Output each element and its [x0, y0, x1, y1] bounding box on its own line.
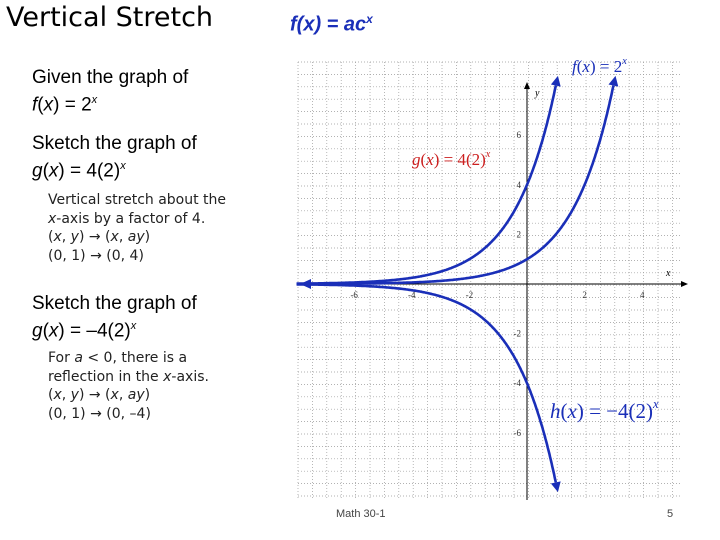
curve-end-arrow: [609, 76, 619, 87]
formula-heading: $f(x) = ac^x$: [290, 12, 373, 36]
given-line-2: $f(x) = 2^x$: [32, 94, 98, 116]
y-tick-label: 2: [516, 229, 521, 240]
x-axis-label: x: [666, 268, 671, 279]
note2-line-3: (x, y) → (x, ay): [48, 387, 151, 403]
y-axis-arrow: [524, 82, 530, 89]
x-tick-label: 2: [582, 290, 587, 300]
sketch2-line-1: Sketch the graph of: [32, 293, 197, 314]
curve-end-arrow: [551, 76, 561, 87]
given-line-1: Given the graph of: [32, 67, 189, 88]
label-g: $g(x) = 4(2)^x$: [412, 149, 491, 169]
slide-title: Vertical Stretch: [6, 2, 214, 33]
y-tick-label: -6: [513, 427, 521, 438]
x-tick-label: -6: [350, 290, 358, 300]
y-tick-label: 4: [516, 179, 521, 190]
footer: Math 30-1: [336, 508, 386, 520]
x-tick-label: 4: [639, 290, 645, 300]
label-f: $f(x) = 2^x$: [572, 56, 627, 76]
note1-line-1: Vertical stretch about the: [48, 192, 227, 208]
left-arrow: [300, 279, 311, 289]
page-number: 5: [667, 508, 674, 520]
label-h: $h(x) = -4(2)^x$: [550, 397, 659, 423]
note1-line-4: (0, 1) → (0, 4): [48, 247, 144, 264]
y-axis-label: y: [535, 88, 540, 99]
y-tick-label: 6: [516, 130, 521, 141]
curve-end-arrow: [551, 481, 561, 492]
sketch2-line-2: $g(x) = -4(2)^x$: [32, 320, 137, 342]
y-tick-label: -4: [513, 378, 521, 389]
note2-line-1: For a < 0, there is a: [48, 350, 188, 366]
note1-line-3: (x, y) → (x, ay): [48, 229, 151, 245]
x-tick-label: -4: [408, 290, 416, 300]
note1-line-2: x-axis by a factor of 4.: [48, 210, 206, 227]
note2-line-2: reflection in the x-axis.: [48, 368, 209, 385]
sketch1-line-2: $g(x) = 4(2)^x$: [32, 160, 126, 182]
curve-labels: [412, 56, 659, 423]
curve-f: [297, 86, 614, 284]
grid: [298, 62, 682, 500]
x-tick-label: -2: [465, 290, 474, 300]
sketch1-line-1: Sketch the graph of: [32, 133, 197, 154]
y-tick-label: -2: [513, 328, 521, 339]
note2-line-4: (0, 1) → (0, –4): [48, 405, 151, 422]
x-axis-arrow: [681, 281, 688, 287]
